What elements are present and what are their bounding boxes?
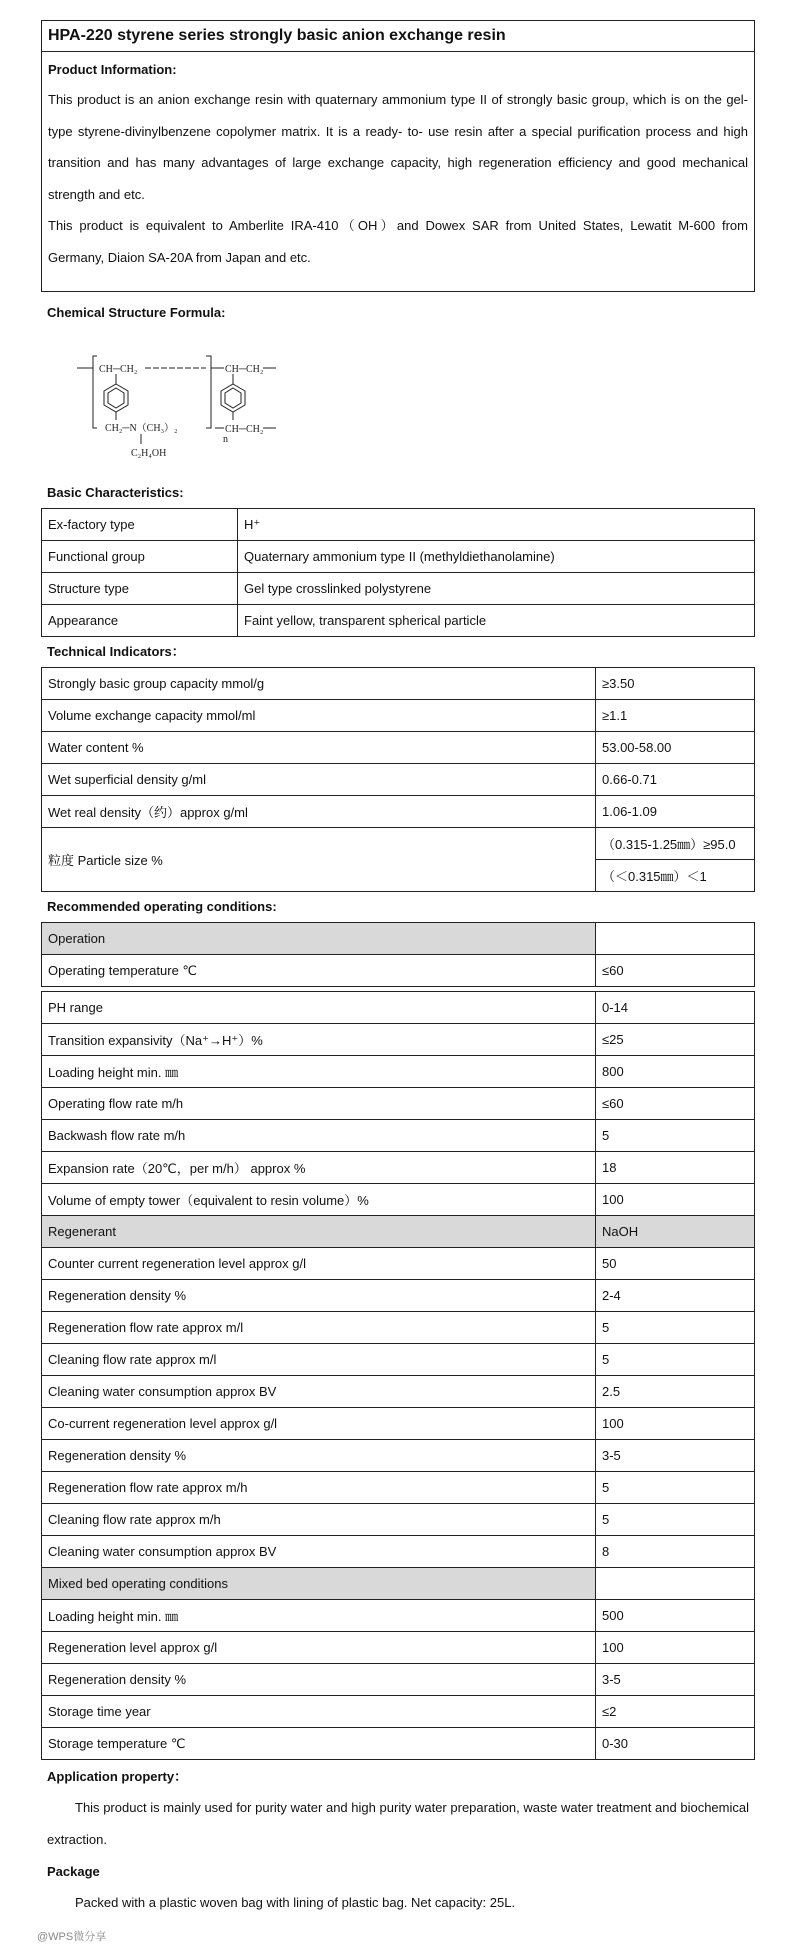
chem-n-subscript: n <box>223 434 228 445</box>
operating-condition-label: Loading height min. ㎜ <box>42 1600 596 1632</box>
particle-size-value-2: （＜0.315㎜）＜1 <box>596 860 755 892</box>
operating-condition-row <box>42 1696 755 1728</box>
technical-indicators-table <box>41 667 755 892</box>
operating-condition-row <box>42 1728 755 1760</box>
product-info-paragraph-1: This product is an anion exchange resin with quaternary ammonium type II of strongly basic group, which is on the gel-type styrene-divinylbenzene copolymer matrix. It is a ready- to- use resin after a special purification process and high transition and has many advantages of large exchange capacity, high regeneration efficiency and good mechanical strength and etc. <box>48 92 748 202</box>
operating-condition-value: ≤60 <box>596 1088 755 1120</box>
chemical-structure-formula <box>41 328 755 478</box>
technical-indicator-row <box>42 668 755 700</box>
operating-condition-value: 5 <box>596 1472 755 1504</box>
operating-condition-row <box>42 1216 755 1248</box>
operating-condition-label: Cleaning flow rate approx m/h <box>42 1504 596 1536</box>
operating-condition-value: 8 <box>596 1536 755 1568</box>
technical-indicator-row <box>42 764 755 796</box>
basic-characteristic-value: Quaternary ammonium type II (methyldiethanolamine) <box>238 541 755 573</box>
operating-condition-row <box>42 1504 755 1536</box>
operating-condition-row <box>42 1088 755 1120</box>
product-info-section <box>42 52 754 291</box>
basic-characteristic-value: Gel type crosslinked polystyrene <box>238 573 755 605</box>
chemical-structure-heading: Chemical Structure Formula: <box>47 305 226 320</box>
operating-condition-row <box>42 1056 755 1088</box>
chem-ch2-n-group: CH₂─N（CH₃）₂ <box>105 423 178 434</box>
technical-indicator-value: 1.06-1.09 <box>596 796 755 828</box>
operating-condition-row <box>42 1632 755 1664</box>
chem-c2h4oh: C₂H₄OH <box>131 448 167 459</box>
operating-condition-row <box>42 1120 755 1152</box>
product-info-heading: Product Information: <box>48 62 177 77</box>
particle-size-value-1: （0.315-1.25㎜）≥95.0 <box>596 828 755 860</box>
technical-indicator-value: ≥3.50 <box>596 668 755 700</box>
operating-condition-label: Counter current regeneration level approx g/l <box>42 1248 596 1280</box>
operating-condition-value: 50 <box>596 1248 755 1280</box>
operating-condition-row <box>42 1536 755 1568</box>
operating-condition-label: Regeneration flow rate approx m/l <box>42 1312 596 1344</box>
operating-conditions-heading: Recommended operating conditions: <box>47 899 277 914</box>
operating-condition-row <box>42 992 755 1024</box>
basic-characteristic-label: Functional group <box>42 541 238 573</box>
product-info-paragraph-2: This product is equivalent to Amberlite IRA-410（OH）and Dowex SAR from United States, Lewatit M-600 from Germany, Diaion SA-20A from Japan and etc. <box>48 218 748 265</box>
operating-condition-row <box>42 1600 755 1632</box>
technical-indicator-value: 53.00-58.00 <box>596 732 755 764</box>
package-text: Packed with a plastic woven bag with lining of plastic bag. Net capacity: 25L. <box>75 1895 516 1910</box>
technical-indicator-label: Volume exchange capacity mmol/ml <box>42 700 596 732</box>
technical-indicator-label: Water content % <box>42 732 596 764</box>
chem-ch-ch2-bottom: CH─CH₂ <box>225 424 264 435</box>
chem-ch-ch2-right: CH─CH₂ <box>225 364 264 375</box>
operating-condition-row <box>42 1024 755 1056</box>
operating-condition-value: 800 <box>596 1056 755 1088</box>
basic-characteristic-row <box>42 541 755 573</box>
operating-condition-value: 18 <box>596 1152 755 1184</box>
operating-condition-label: Operating flow rate m/h <box>42 1088 596 1120</box>
operating-condition-value: 3-5 <box>596 1664 755 1696</box>
technical-indicator-label: Wet real density（约）approx g/ml <box>42 796 596 828</box>
operating-condition-value: 100 <box>596 1632 755 1664</box>
technical-indicator-label: Strongly basic group capacity mmol/g <box>42 668 596 700</box>
operating-conditions-table-1 <box>41 922 755 987</box>
operating-condition-value <box>596 1568 755 1600</box>
operating-condition-value: ≤25 <box>596 1024 755 1056</box>
operating-condition-value: 2.5 <box>596 1376 755 1408</box>
operating-condition-row <box>42 1472 755 1504</box>
basic-characteristic-value: Faint yellow, transparent spherical particle <box>238 605 755 637</box>
basic-characteristic-label: Structure type <box>42 573 238 605</box>
operating-condition-label: PH range <box>42 992 596 1024</box>
operating-condition-label: Regeneration level approx g/l <box>42 1632 596 1664</box>
operating-condition-row <box>42 1408 755 1440</box>
chemical-structure-diagram <box>41 328 341 478</box>
product-info-box <box>41 20 755 292</box>
operating-condition-label: Regeneration density % <box>42 1440 596 1472</box>
operating-condition-row <box>42 1184 755 1216</box>
operating-condition-value: NaOH <box>596 1216 755 1248</box>
basic-characteristic-label: Appearance <box>42 605 238 637</box>
operating-condition-row <box>42 1440 755 1472</box>
package-heading: Package <box>47 1864 100 1879</box>
operating-condition-label: Backwash flow rate m/h <box>42 1120 596 1152</box>
operating-condition-label: Transition expansivity（Na⁺→H⁺）% <box>42 1024 596 1056</box>
operating-condition-row <box>42 1664 755 1696</box>
technical-indicators-heading: Technical Indicators： <box>47 644 185 659</box>
basic-characteristic-row <box>42 573 755 605</box>
technical-indicator-label: Wet superficial density g/ml <box>42 764 596 796</box>
operating-condition-label: Expansion rate（20℃，per m/h） approx % <box>42 1152 596 1184</box>
chem-ch-ch2-left: CH─CH₂ <box>99 364 138 375</box>
operating-condition-value: ≤2 <box>596 1696 755 1728</box>
operating-condition-value: 5 <box>596 1120 755 1152</box>
operating-condition-label: Cleaning water consumption approx BV <box>42 1536 596 1568</box>
operating-condition-label: Co-current regeneration level approx g/l <box>42 1408 596 1440</box>
basic-characteristic-label: Ex-factory type <box>42 509 238 541</box>
technical-indicator-row <box>42 700 755 732</box>
operating-condition-label: Regeneration density % <box>42 1280 596 1312</box>
operating-condition-label: Operating temperature ℃ <box>42 955 596 987</box>
operating-condition-value: 3-5 <box>596 1440 755 1472</box>
operating-condition-value: 100 <box>596 1184 755 1216</box>
operating-condition-row <box>42 1248 755 1280</box>
operating-condition-label: Regeneration density % <box>42 1664 596 1696</box>
operating-condition-value <box>596 923 755 955</box>
operating-condition-label: Storage temperature ℃ <box>42 1728 596 1760</box>
operating-condition-row <box>42 1312 755 1344</box>
application-text: This product is mainly used for purity water and high purity water preparation, waste water treatment and biochemical extraction. <box>47 1800 749 1847</box>
basic-characteristic-row <box>42 509 755 541</box>
operating-condition-label: Regenerant <box>42 1216 596 1248</box>
operating-condition-row <box>42 1568 755 1600</box>
operating-condition-label: Mixed bed operating conditions <box>42 1568 596 1600</box>
technical-indicator-row <box>42 796 755 828</box>
application-heading: Application property： <box>47 1769 188 1784</box>
operating-condition-label: Cleaning flow rate approx m/l <box>42 1344 596 1376</box>
operating-condition-row <box>42 1344 755 1376</box>
basic-characteristic-value: H⁺ <box>238 509 755 541</box>
operating-condition-value: 2-4 <box>596 1280 755 1312</box>
basic-characteristics-heading: Basic Characteristics: <box>47 485 184 500</box>
operating-condition-label: Operation <box>42 923 596 955</box>
operating-condition-row <box>42 1280 755 1312</box>
operating-condition-value: 0-14 <box>596 992 755 1024</box>
operating-condition-row <box>42 923 755 955</box>
operating-condition-row <box>42 955 755 987</box>
particle-size-label: 粒度 Particle size % <box>42 828 596 892</box>
operating-condition-row <box>42 1376 755 1408</box>
operating-condition-label: Regeneration flow rate approx m/h <box>42 1472 596 1504</box>
operating-condition-value: ≤60 <box>596 955 755 987</box>
technical-indicator-value: 0.66-0.71 <box>596 764 755 796</box>
operating-condition-row <box>42 1152 755 1184</box>
wps-watermark: @WPS微分享 <box>37 1931 107 1943</box>
operating-condition-value: 500 <box>596 1600 755 1632</box>
operating-condition-label: Loading height min. ㎜ <box>42 1056 596 1088</box>
technical-indicator-row <box>42 732 755 764</box>
technical-indicator-value: ≥1.1 <box>596 700 755 732</box>
operating-condition-value: 0-30 <box>596 1728 755 1760</box>
document-title: HPA-220 styrene series strongly basic anion exchange resin <box>42 21 754 52</box>
basic-characteristic-row <box>42 605 755 637</box>
operating-conditions-table-2 <box>41 991 755 1760</box>
operating-condition-label: Cleaning water consumption approx BV <box>42 1376 596 1408</box>
operating-condition-value: 5 <box>596 1504 755 1536</box>
operating-condition-label: Volume of empty tower（equivalent to resin volume）% <box>42 1184 596 1216</box>
operating-condition-value: 5 <box>596 1344 755 1376</box>
operating-condition-label: Storage time year <box>42 1696 596 1728</box>
operating-condition-value: 5 <box>596 1312 755 1344</box>
operating-condition-value: 100 <box>596 1408 755 1440</box>
basic-characteristics-table <box>41 508 755 637</box>
document-page <box>41 20 755 1919</box>
